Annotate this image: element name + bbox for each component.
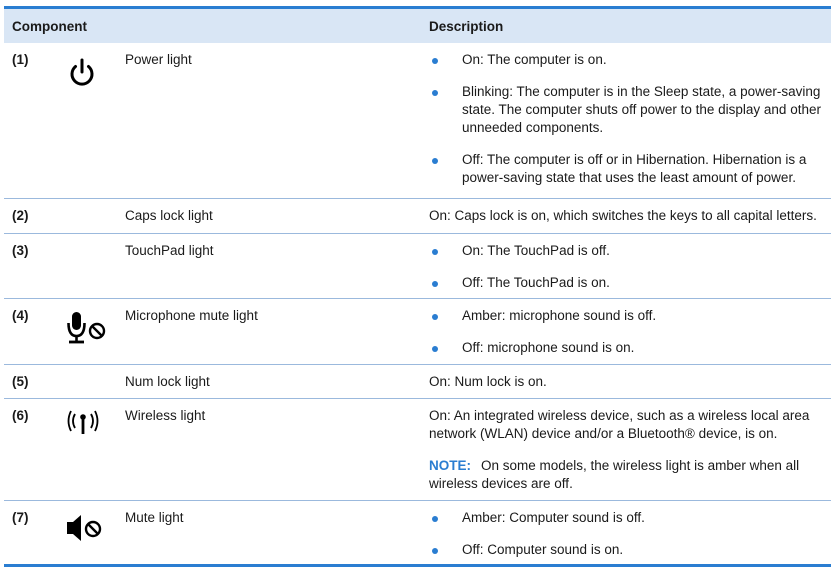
list-item: Off: microphone sound is on.: [429, 339, 824, 357]
component-name: Caps lock light: [125, 208, 213, 223]
note-text: On some models, the wireless light is amber when all wireless devices are off.: [429, 458, 800, 491]
row-number: (2): [12, 208, 29, 223]
component-name: Mute light: [125, 510, 184, 525]
row-number: (3): [12, 243, 29, 258]
table-row-num-lock-light: [4, 365, 831, 399]
list-item: Amber: microphone sound is off.: [429, 307, 824, 325]
table-row-touchpad-light: [4, 234, 831, 299]
row-number: (4): [12, 308, 29, 323]
table-bottom-rule: [4, 564, 831, 567]
table-row-power-light: [4, 43, 831, 199]
description-text: On: An integrated wireless device, such as a wireless local area network (WLAN) device and/or a Bluetooth® device, is on.: [429, 408, 810, 441]
component-table: [4, 6, 831, 567]
list-item: Amber: Computer sound is off.: [429, 509, 824, 527]
table-row-mute-light: [4, 501, 831, 564]
component-name: Wireless light: [125, 408, 206, 423]
list-item: On: The computer is on.: [429, 51, 824, 69]
table-row-microphone-mute-light: [4, 299, 831, 365]
microphone-mute-icon: [66, 310, 112, 351]
description: [429, 242, 824, 292]
description: [429, 407, 821, 493]
note-label: NOTE:: [429, 458, 471, 473]
wireless-icon: [66, 408, 102, 443]
row-number: (6): [12, 408, 29, 423]
description: [429, 509, 824, 559]
row-number: (1): [12, 52, 29, 67]
description: [429, 307, 824, 357]
speaker-mute-icon: [66, 514, 106, 547]
component-name: Power light: [125, 52, 192, 67]
component-name: Num lock light: [125, 374, 210, 389]
component-name: Microphone mute light: [125, 308, 258, 323]
header-component: Component: [12, 19, 87, 34]
list-item: Off: The computer is off or in Hibernation. Hibernation is a power-saving state that uses the least amount of power.: [429, 151, 824, 187]
component-name: TouchPad light: [125, 243, 214, 258]
power-icon: [66, 57, 98, 94]
table-header: [4, 9, 831, 43]
table-row-caps-lock-light: [4, 199, 831, 234]
description: On: Caps lock is on, which switches the keys to all capital letters.: [429, 208, 817, 223]
list-item: Off: The TouchPad is on.: [429, 274, 824, 292]
row-number: (7): [12, 510, 29, 525]
description: [429, 51, 824, 187]
table-row-wireless-light: [4, 399, 831, 501]
note: [429, 457, 821, 493]
description: On: Num lock is on.: [429, 374, 547, 389]
list-item: Blinking: The computer is in the Sleep state, a power-saving state. The computer shuts off power to the display and other unneeded components.: [429, 83, 824, 137]
list-item: On: The TouchPad is off.: [429, 242, 824, 260]
row-number: (5): [12, 374, 29, 389]
header-description: Description: [429, 19, 504, 34]
list-item: Off: Computer sound is on.: [429, 541, 824, 559]
